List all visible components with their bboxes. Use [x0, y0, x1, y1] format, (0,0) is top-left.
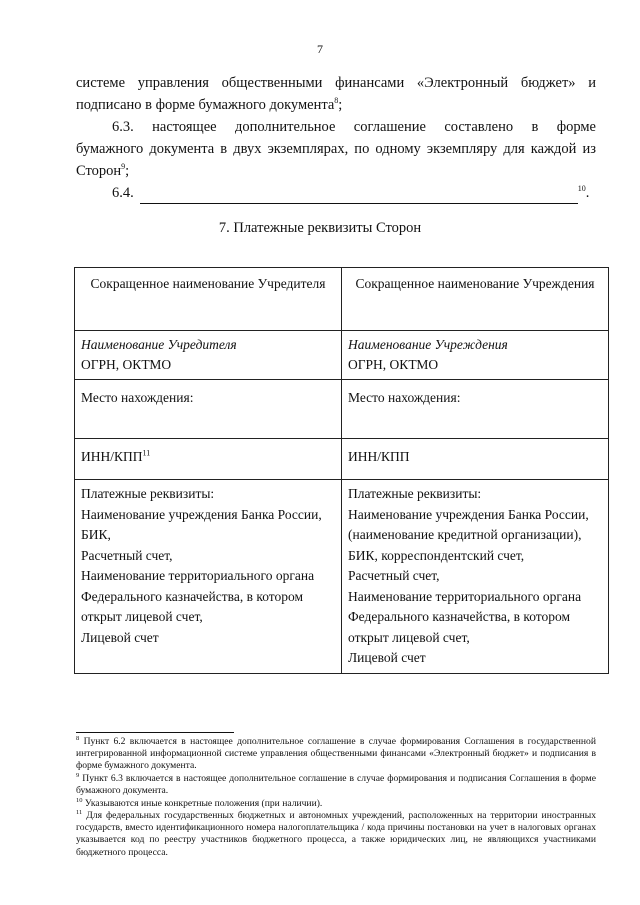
bank-line: Наименование территориального органа	[348, 588, 582, 604]
body-line-6-end: .	[585, 185, 590, 201]
bank-line: Лицевой счет	[81, 629, 159, 645]
institution-location-cell: Место нахождения:	[342, 380, 609, 439]
footnote-11-number: 11	[76, 808, 83, 816]
body-line-2-end: ;	[338, 97, 343, 113]
bank-line: Наименование территориального органа	[81, 568, 315, 583]
clause-6-4-label: 6.4.	[112, 185, 134, 201]
footnote-separator	[76, 732, 234, 733]
footnote-10-text: Указываются иные конкретные положения (при наличии).	[84, 798, 323, 809]
footnote-11	[76, 810, 596, 859]
institution-bank-details-cell	[342, 480, 609, 674]
institution-ogrn-label: ОГРН, ОКТМО	[348, 357, 439, 372]
header-founder-cell: Сокращенное наименование Учредителя	[75, 268, 342, 331]
table-row-bank-details	[75, 480, 609, 674]
body-line-3: 6.3. настоящее дополнительное соглашение составлено в форме	[112, 119, 596, 135]
bank-line: открыт лицевой счет,	[348, 629, 470, 645]
body-line-1: системе управления общественными финансами «Электронный бюджет» и	[76, 75, 596, 91]
bank-line: Федерального казначейства, в котором	[348, 609, 571, 624]
bank-line: Платежные реквизиты:	[81, 486, 215, 501]
section-title: 7. Платежные реквизиты Сторон	[218, 220, 422, 236]
body-line-6	[76, 182, 596, 204]
table-row-location	[75, 380, 609, 439]
bank-line: БИК, корреспондентский счет,	[348, 547, 525, 563]
payment-details-table	[74, 267, 609, 674]
bank-line: Наименование учреждения Банка России,	[348, 506, 589, 522]
footnote-ref-10: 10	[577, 184, 586, 194]
bank-line: БИК,	[81, 527, 111, 542]
bank-line: Платежные реквизиты:	[348, 486, 482, 501]
body-line-5	[76, 160, 596, 182]
institution-inn-cell: ИНН/КПП	[342, 439, 609, 480]
founder-location-cell: Место нахождения:	[75, 380, 342, 439]
founder-inn-cell	[75, 439, 342, 480]
footnote-10	[76, 798, 596, 810]
founder-name-label: Наименование Учредителя	[81, 337, 237, 352]
institution-name-cell	[342, 331, 609, 380]
bank-line: Федерального казначейства, в котором	[81, 588, 304, 604]
fill-in-blank-line	[140, 187, 578, 204]
bank-line: открыт лицевой счет,	[81, 609, 203, 624]
footnote-ref-9: 9	[121, 162, 126, 172]
footnote-9	[76, 773, 596, 797]
footnote-11-text: Для федеральных государственных бюджетных и автономных учреждений, расположенных на территории иностранных государств, вместо идентификационного номера налогоплательщика / кода причины постановки на учет в налоговых органах указывается код по реестру участников бюджетного процесса, а также юридических лиц, не являющихся участниками бюджетного процесса.	[76, 810, 596, 858]
body-line-2-text: подписано в форме бумажного документа	[76, 97, 335, 113]
footnote-9-number: 9	[76, 771, 80, 779]
footnote-10-number: 10	[76, 796, 83, 804]
header-institution-cell: Сокращенное наименование Учреждения	[342, 268, 609, 331]
footnote-ref-8: 8	[334, 96, 339, 106]
page-number: 7	[317, 42, 323, 56]
founder-ogrn-label: ОГРН, ОКТМО	[81, 357, 172, 372]
footnote-ref-11: 11	[142, 448, 151, 458]
table-row-inn	[75, 439, 609, 480]
body-line-2	[76, 94, 596, 116]
body-line-5-text: Сторон	[76, 163, 122, 179]
body-line-4: бумажного документа в двух экземплярах, по одному экземпляру для каждой из	[76, 141, 596, 157]
institution-name-label: Наименование Учреждения	[348, 337, 508, 352]
founder-name-cell	[75, 331, 342, 380]
footnote-8-text: Пункт 6.2 включается в настоящее дополнительное соглашение в случае формирования Соглашения в государственной интегрированной информационной системе управления общественными финансами «Электронный бюджет» и подписания в форме бумажного документа.	[76, 736, 596, 772]
body-line-5-end: ;	[125, 163, 130, 179]
table-header-row	[75, 268, 609, 331]
footnote-8-number: 8	[76, 734, 80, 742]
founder-inn-label: ИНН/КПП	[81, 449, 143, 464]
bank-line: Наименование учреждения Банка России,	[81, 506, 322, 522]
table-row-names	[75, 331, 609, 380]
bank-line: (наименование кредитной организации),	[348, 527, 582, 542]
founder-bank-details-cell	[75, 480, 342, 674]
footnote-9-text: Пункт 6.3 включается в настоящее дополнительное соглашение в случае формирования и подписания Соглашения в форме бумажного документа.	[76, 773, 596, 797]
footnote-8	[76, 736, 596, 773]
bank-line: Расчетный счет,	[81, 547, 173, 563]
bank-line: Расчетный счет,	[348, 568, 440, 583]
bank-line: Лицевой счет	[348, 650, 426, 665]
